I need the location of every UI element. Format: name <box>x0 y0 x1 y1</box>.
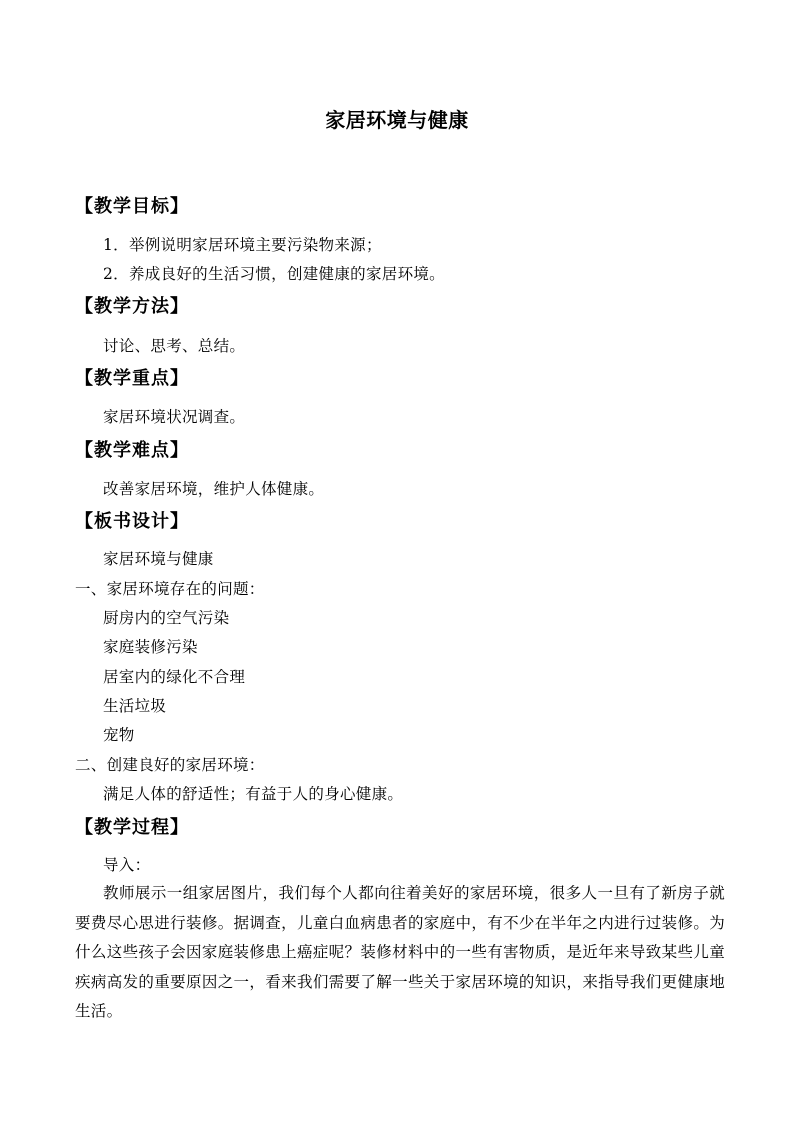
heading-teaching-goals: 【教学目标】 <box>75 196 189 217</box>
process-intro-label: 导入： <box>103 856 151 874</box>
difficulty-text: 改善家居环境，维护人体健康。 <box>103 480 325 498</box>
board-part-2: 二、创建良好的家居环境： <box>75 756 265 774</box>
heading-board-design: 【板书设计】 <box>75 511 189 532</box>
document-title: 家居环境与健康 <box>325 108 469 132</box>
heading-teaching-focus: 【教学重点】 <box>75 368 189 389</box>
board-part-1-item: 家庭装修污染 <box>103 638 198 656</box>
board-subtitle: 家居环境与健康 <box>103 550 214 568</box>
focus-text: 家居环境状况调查。 <box>103 408 246 426</box>
board-part-1-item: 生活垃圾 <box>103 697 167 715</box>
method-text: 讨论、思考、总结。 <box>103 337 246 355</box>
board-part-2-text: 满足人体的舒适性；有益于人的身心健康。 <box>103 785 404 803</box>
heading-teaching-difficulty: 【教学难点】 <box>75 440 189 461</box>
goal-item-1: 1．举例说明家居环境主要污染物来源； <box>103 236 382 254</box>
heading-teaching-method: 【教学方法】 <box>75 296 189 317</box>
goal-item-2: 2．养成良好的生活习惯，创建健康的家居环境。 <box>103 265 445 283</box>
process-intro-paragraph: 教师展示一组家居图片，我们每个人都向往着美好的家居环境，很多人一旦有了新房子就要费尽心思进行装修。据调查，儿童白血病患者的家庭中，有不少在半年之内进行过装修。为什么这些孩子会因家庭装修患上癌症呢？装修材料中的一些有害物质，是近年来导致某些儿童疾病高发的重要原因之一，看来我们需要了解一些关于家居环境的知识，来指导我们更健康地生活。 <box>75 884 725 1020</box>
board-part-1-item: 居室内的绿化不合理 <box>103 668 246 686</box>
board-part-1-item: 宠物 <box>103 726 135 744</box>
board-part-1: 一、家居环境存在的问题： <box>75 580 265 598</box>
board-part-1-item: 厨房内的空气污染 <box>103 609 230 627</box>
heading-teaching-process: 【教学过程】 <box>75 817 189 838</box>
